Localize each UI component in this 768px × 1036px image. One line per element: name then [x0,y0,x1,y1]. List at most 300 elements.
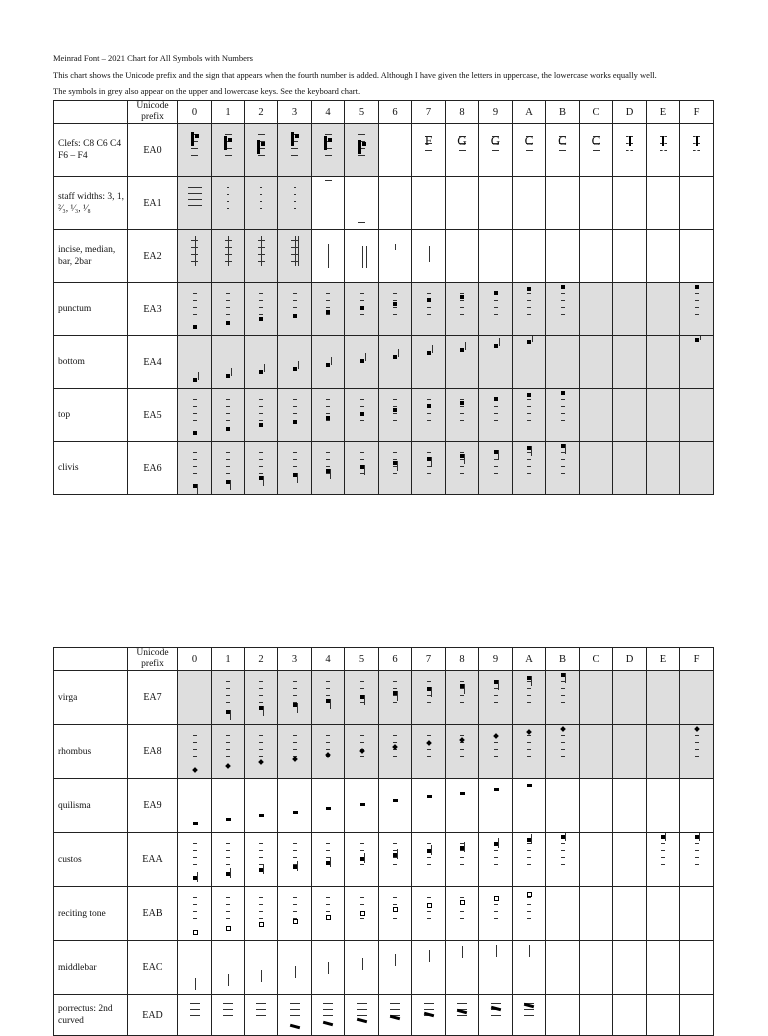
stem-icon [565,673,566,683]
bottom-note-icon [460,348,464,352]
bottom-note-icon [427,351,431,355]
symbol-glyph [245,833,277,886]
symbol-cell [479,389,513,442]
intro-line-1: This chart shows the Unicode prefix and the sign that appears when the fourth number is added. Although I have given the letters in uppercase, the lowercase works equally well. [53,69,657,80]
staff-line [293,300,297,301]
symbol-cell [379,671,412,725]
reciting-tone-icon [393,907,398,912]
staff-line [393,420,397,421]
punctum-icon [360,412,364,416]
row-name: punctum [54,283,128,336]
symbol-glyph [479,779,512,832]
staff-line [393,314,397,315]
bar-icon [395,244,396,250]
staff-line [259,702,263,703]
staff-line [193,735,197,736]
symbol-glyph [412,671,445,724]
symbol-cell [178,671,212,725]
staff-line [360,843,364,844]
staff-line [494,314,498,315]
staff-line [223,1009,233,1010]
staff-line [494,420,498,421]
staff-line [293,399,297,400]
staff-line [561,300,565,301]
staff-line [360,681,364,682]
row-name: bottom [54,336,128,389]
staff-line [226,864,230,865]
symbol-cell [345,995,379,1036]
symbol-cell [580,833,613,887]
staff-line [393,864,397,865]
symbol-glyph [312,124,344,176]
staff-line [427,293,431,294]
symbol-cell [312,671,345,725]
symbol-cell [212,725,245,779]
staff-line [527,702,531,703]
staff-line [260,201,262,202]
symbol-cell [212,887,245,941]
quilisma-icon [460,792,465,795]
staff-line [259,918,263,919]
clef-c-icon [224,136,227,150]
staff-line [494,756,498,757]
staff-line [427,749,431,750]
symbol-cell [546,725,580,779]
staff-line [226,688,230,689]
staff-line [393,413,397,414]
symbol-cell [613,887,647,941]
reciting-tone-icon [494,896,499,901]
symbol-glyph [312,177,344,229]
table-row [54,336,714,389]
symbol-cell [312,389,345,442]
symbol-glyph [345,177,378,229]
stem-icon [431,845,432,855]
symbol-cell [345,177,379,230]
staff-line [259,413,263,414]
header-digit-0: 0 [178,648,212,671]
symbol-glyph [513,995,545,1035]
symbol-glyph [412,941,445,994]
staff-line [193,756,197,757]
symbol-glyph [178,442,211,494]
staff-line [427,864,431,865]
symbol-glyph [513,283,545,335]
symbol-cell [278,177,312,230]
symbol-table-2 [53,647,714,1036]
rhombus-icon [426,741,432,747]
bottom-note-icon [259,370,263,374]
symbol-cell [278,887,312,941]
symbol-glyph [245,725,277,778]
staff-line [561,850,565,851]
staff-line [293,695,297,696]
row-prefix: EAD [128,995,178,1036]
staff-line [188,199,202,200]
symbol-cell [580,230,613,283]
symbol-cell [546,336,580,389]
staff-line [527,688,531,689]
staff-line [360,864,364,865]
header-digit-3: 3 [278,101,312,124]
header-digit-C: C [580,101,613,124]
header-digit-2: 2 [245,648,278,671]
staff-line [360,314,364,315]
header-digit-1: 1 [212,648,245,671]
staff-line [561,756,565,757]
staff-line [256,1015,266,1016]
symbol-cell [312,725,345,779]
symbol-glyph [212,995,244,1035]
symbol-glyph [212,230,244,282]
symbol-cell [580,671,613,725]
symbol-cell [446,177,479,230]
symbol-cell [513,887,546,941]
staff-line [393,702,397,703]
staff-line [360,452,364,453]
punctum-icon [393,302,397,306]
symbol-cell [212,833,245,887]
stem-icon [230,868,231,878]
staff-line [226,399,230,400]
reciting-tone-icon [226,926,231,931]
header-digit-F: F [680,648,714,671]
staff-line [358,155,365,156]
staff-line [561,293,565,294]
symbol-glyph [446,833,478,886]
symbol-cell [245,177,278,230]
staff-line [360,904,364,905]
quilisma-icon [494,788,499,791]
staff-line [561,843,565,844]
quilisma-icon [360,803,365,806]
staff-line [527,459,531,460]
punctum-icon [226,321,230,325]
staff-line [494,850,498,851]
stem-icon [565,444,566,454]
staff-line [188,187,202,188]
symbol-glyph [212,941,244,994]
row-prefix: EA1 [128,177,178,230]
symbol-glyph [479,124,512,176]
staff-line [393,399,397,400]
staff-line [259,742,263,743]
staff-line [494,857,498,858]
symbol-cell [680,124,714,177]
staff-line [561,702,565,703]
staff-line [559,150,566,151]
staff-line [193,918,197,919]
punctum-icon [561,285,565,289]
staff-line [188,193,202,194]
quilisma-icon [326,807,331,810]
staff-line [661,843,665,844]
staff-line [494,300,498,301]
staff-line [360,420,364,421]
staff-line [527,897,531,898]
staff-line [259,293,263,294]
symbol-cell [446,389,479,442]
symbol-cell [479,833,513,887]
symbol-cell [546,283,580,336]
table-row [54,725,714,779]
staff-line [561,742,565,743]
symbol-cell [379,283,412,336]
stem-icon [197,484,198,494]
symbol-cell [245,671,278,725]
symbol-glyph [345,336,378,388]
symbol-glyph [278,442,311,494]
staff-line [460,864,464,865]
staff-line [326,735,330,736]
staff-line [326,459,330,460]
symbol-cell [613,124,647,177]
symbol-glyph [513,442,545,494]
staff-line [424,1003,434,1004]
punctum-icon [193,325,197,329]
symbol-glyph [446,336,478,388]
staff-line [626,150,633,151]
symbol-cell [513,283,546,336]
symbol-cell [312,336,345,389]
staff-line [527,399,531,400]
porrectus-icon [490,1006,500,1011]
stem-icon [465,342,466,350]
symbol-cell [345,779,379,833]
staff-line [226,314,230,315]
symbol-cell [513,833,546,887]
symbol-cell [580,389,613,442]
header-digit-1: 1 [212,101,245,124]
row-prefix: EA5 [128,389,178,442]
symbol-glyph [446,995,478,1035]
symbol-glyph [278,995,311,1035]
staff-line [427,897,431,898]
symbol-glyph [312,389,344,441]
staff-line [427,314,431,315]
symbol-glyph [278,779,311,832]
staff-line [326,293,330,294]
staff-line [226,420,230,421]
staff-line [259,897,263,898]
staff-line [393,406,397,407]
symbol-glyph [412,124,445,176]
punctum-icon [259,423,263,427]
staff-line [360,300,364,301]
symbol-cell [178,283,212,336]
symbol-cell [580,941,613,995]
header-unicode-prefix: Unicode prefix [128,101,178,124]
clef-c-icon [257,140,260,154]
symbol-cell [513,779,546,833]
staff-line [393,742,397,743]
staff-line [193,307,197,308]
staff-line [695,749,699,750]
stem-icon [432,345,433,353]
clef-letter: C [591,133,601,148]
staff-line [226,756,230,757]
symbol-cell [580,725,613,779]
staff-line [524,1009,534,1010]
symbol-cell [178,124,212,177]
symbol-glyph [345,230,378,282]
staff-line [527,420,531,421]
symbol-cell [345,833,379,887]
symbol-cell [278,124,312,177]
symbol-cell [680,442,714,495]
staff-line [460,702,464,703]
clef-note-icon [328,138,332,142]
staff-line [460,300,464,301]
staff-line [193,452,197,453]
header-digit-A: A [513,648,546,671]
staff-line [294,208,296,209]
symbol-cell [513,995,546,1036]
clef-letter: C [558,133,567,148]
symbol-cell [412,230,446,283]
symbol-cell [212,177,245,230]
staff-line [561,688,565,689]
quilisma-icon [226,818,231,821]
symbol-cell [647,124,680,177]
staff-line [427,681,431,682]
row-prefix: EA8 [128,725,178,779]
staff-line [561,420,565,421]
symbol-glyph [412,230,445,282]
symbol-glyph [513,887,545,940]
punctum-icon [259,317,263,321]
symbol-glyph [479,995,512,1035]
symbol-glyph [546,389,579,441]
staff-line [393,473,397,474]
staff-line [326,406,330,407]
symbol-cell [613,283,647,336]
symbol-cell [647,941,680,995]
symbol-glyph [212,442,244,494]
symbol-cell [513,725,546,779]
staff-line [427,702,431,703]
header-row [54,648,714,671]
symbol-glyph [345,442,378,494]
symbol-glyph [412,833,445,886]
clef-note-icon [261,142,265,146]
bottom-note-icon [193,378,197,382]
staff-line [427,413,431,414]
staff-line [561,857,565,858]
symbol-glyph [212,177,244,229]
symbol-cell [446,779,479,833]
staff-line [259,911,263,912]
symbol-cell [546,887,580,941]
symbol-glyph [513,779,545,832]
reciting-tone-icon [293,919,298,924]
symbol-cell [613,995,647,1036]
staff-line [293,688,297,689]
staff-line [293,307,297,308]
staff-line [193,897,197,898]
staff-line [290,1009,300,1010]
symbol-cell [412,887,446,941]
staff-line [393,681,397,682]
symbol-cell [479,442,513,495]
symbol-cell [412,671,446,725]
staff-line [390,1009,400,1010]
symbol-glyph [245,941,277,994]
symbol-cell [647,887,680,941]
symbol-cell [178,779,212,833]
stem-icon [331,357,332,365]
stem-icon [700,336,701,341]
row-name: top [54,389,128,442]
symbol-cell [379,124,412,177]
symbol-glyph [647,124,679,176]
staff-line [427,307,431,308]
symbol-glyph [178,336,211,388]
staff-line [494,695,498,696]
quilisma-icon [427,795,432,798]
header-digit-B: B [546,648,580,671]
symbol-glyph [345,671,378,724]
header-digit-D: D [613,101,647,124]
symbol-cell [245,833,278,887]
punctum-icon [360,306,364,310]
clef-note-icon [228,138,232,142]
staff-line [191,148,198,149]
staff-line [226,897,230,898]
symbol-glyph [513,389,545,441]
staff-line [293,459,297,460]
symbol-glyph [245,995,277,1035]
stem-icon [499,338,500,346]
staff-line [294,187,296,188]
symbol-cell [312,995,345,1036]
symbol-glyph [178,230,211,282]
staff-line [323,1009,333,1010]
staff-line [527,742,531,743]
staff-line [259,850,263,851]
intro-line-2: The symbols in grey also appear on the upper and lowercase keys. See the keyboard chart. [53,86,361,96]
middlebar-icon [496,945,497,957]
staff-line [360,742,364,743]
symbol-cell [345,389,379,442]
stem-icon [464,842,465,852]
staff-line [326,742,330,743]
symbol-cell [312,124,345,177]
clef-note-icon [295,134,299,138]
header-digit-4: 4 [312,101,345,124]
symbol-glyph [546,442,579,494]
quilisma-icon [293,811,298,814]
symbol-glyph [345,941,378,994]
symbol-cell [345,941,379,995]
bar-icon [295,236,296,266]
clef-c-icon [324,136,327,150]
staff-line [293,293,297,294]
staff-line [561,406,565,407]
stem-icon [532,336,533,343]
clef-dot-icon [696,136,698,146]
header-digit-6: 6 [379,101,412,124]
staff-line [259,466,263,467]
staff-line [259,904,263,905]
staff-line [259,681,263,682]
symbol-cell [479,941,513,995]
symbol-glyph [446,283,478,335]
symbol-cell [412,941,446,995]
symbol-glyph [546,725,579,778]
symbol-cell [680,230,714,283]
staff-line [460,897,464,898]
